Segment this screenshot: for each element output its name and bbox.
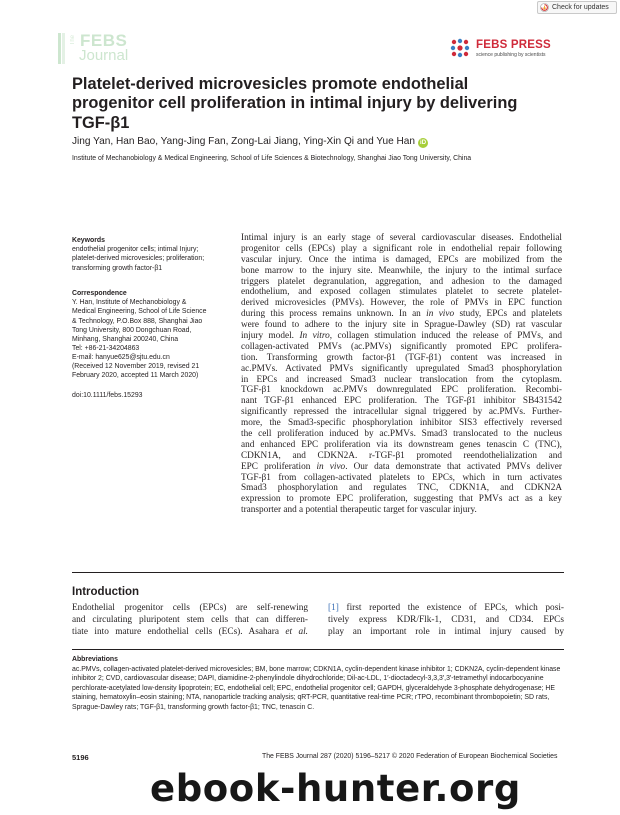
- correspondence-line: Minhang, Shanghai 200240, China: [72, 336, 179, 344]
- abstract-line: progenitor cells (EPCs) play a significant role in endothelial repair following: [241, 243, 562, 254]
- intro-line: tively express KDR/Flk-1, CD31, and CD34. EPCs: [328, 615, 564, 626]
- correspondence-line: Medical Engineering, School of Life Science: [72, 308, 207, 316]
- email-link[interactable]: E-mail: hanyue625@sjtu.edu.cn: [72, 354, 170, 362]
- abstract-line: vascular injury. Once the intima is damaged, EPCs are mobilized from the: [241, 254, 562, 265]
- doi-link[interactable]: doi:10.1111/febs.15293: [72, 392, 143, 399]
- abstract-line: significantly repressed the intracellular signal triggered by ac.PMVs. Further-: [241, 407, 562, 418]
- correspondence-block: [72, 289, 222, 363]
- abstract-line: were found to adhere to the injury site in Sprague-Dawley (SD) rat vascular: [241, 320, 562, 331]
- abstract-line: and enhanced EPC proliferation via its downstream genes tenascin C (TNC),: [241, 439, 562, 450]
- febs-journal-logo: [58, 31, 150, 67]
- correspondence-line: Tong University, 800 Dongchuan Road,: [72, 326, 192, 334]
- page-number: 5196: [72, 753, 89, 762]
- journal-logo-journal: Journal: [79, 47, 129, 64]
- abstract: [241, 233, 562, 516]
- title-line: Platelet-derived microvesicles promote endothelial: [72, 75, 469, 93]
- journal-citation: The FEBS Journal 287 (2020) 5196–5217 © 2020 Federation of European Biochemical Societies: [262, 753, 558, 760]
- abstract-line: Smad3 phosphorylation and regulates TNC, CDKN1A, and CDKN2A: [241, 483, 562, 494]
- abstract-line: in EPCs and increased Smad3 nuclear translocation from the cytoplasm.: [241, 374, 562, 385]
- abstract-line: injury model. In vitro, collagen stimulation induced the release of PMVs, and: [241, 331, 562, 342]
- abstract-line: the cell proliferation induced by ac.PMVs. Smad3 translocated to the nucleus: [241, 429, 562, 440]
- febs-press-tagline: science publishing by scientists: [476, 52, 546, 58]
- febs-press-name: FEBS PRESS: [476, 39, 551, 51]
- intro-line: and circulating pluripotent stem cells that can differen-: [72, 615, 308, 626]
- authors-text: Jing Yan, Han Bao, Yang-Jing Fan, Zong-Lai Jiang, Ying-Xin Qi and Yue Han: [72, 136, 416, 147]
- abstract-line: during this process remains unknown. In an in vivo study, EPCs and platelets: [241, 309, 562, 320]
- abstract-line: transporter and a potential therapeutic target for vascular injury.: [241, 505, 477, 516]
- received-dates: [72, 362, 222, 380]
- correspondence-line: Y. Han, Institute of Mechanobiology &: [72, 299, 187, 307]
- abstract-line: tion. Transforming growth factor-β1 (TGF-β1) content was increased in: [241, 352, 562, 363]
- affiliation: Institute of Mechanobiology & Medical Engineering, School of Life Sciences & Biotechnology, Shanghai Jiao Tong University, China: [72, 155, 472, 162]
- abstract-line: derived microvesicles (PMVs). However, the role of PMVs in EPC function: [241, 298, 562, 309]
- check-for-updates-badge[interactable]: [537, 1, 617, 14]
- abstract-line: TGF-β1 knockdown ac.PMVs downregulated EPC proliferation. Recombi-: [241, 385, 562, 396]
- abstract-line: Intimal injury is an early stage of several cardiovascular diseases. Endothelial: [241, 233, 562, 243]
- abstract-line: bone marrow to the injury site. Meanwhile, the injury to the intimal surface: [241, 265, 562, 276]
- abstract-line: nant TGF-β1 enhanced EPC proliferation. The TGF-β1 inhibitor SB431542: [241, 396, 562, 407]
- orcid-icon[interactable]: iD: [420, 140, 427, 146]
- correspondence-line: Tel: +86-21-34204863: [72, 345, 140, 353]
- abstract-line: triggers platelet degranulation, aggregation, and adhesion to the damaged: [241, 276, 562, 287]
- title-line: TGF-β1: [72, 113, 130, 132]
- check-for-updates-label: Check for updates: [552, 4, 609, 11]
- abstract-line: endothelium, and exposed collagen stimulates platelet to secrete platelet-: [241, 287, 562, 298]
- abstract-line: ac.PMVs. Activated PMVs significantly upregulated Smad3 phosphorylation: [241, 363, 562, 374]
- reference-link[interactable]: [1]: [328, 603, 339, 613]
- abstract-line: CDKN1A, and CDKN2A. r-TGF-β1 promoted reendothelialization and: [241, 450, 562, 461]
- journal-logo-the: The: [70, 35, 76, 46]
- intro-line: Endothelial progenitor cells (EPCs) are self-renewing: [72, 603, 308, 613]
- dates-line: February 2020, accepted 11 March 2020): [72, 372, 199, 380]
- abstract-line: expression to promote EPC proliferation, suggesting that PMVs act as a key: [241, 494, 562, 505]
- keywords-line: transforming growth factor-β1: [72, 264, 163, 272]
- intro-line: play an important role in intimal injury caused by: [328, 627, 564, 638]
- abbreviations-text: ac.PMVs, collagen-activated platelet-derived microvesicles; BM, bone marrow; CDKN1A, cyclin-dependent kinase inhibitor 1; CDKN2A, cyclin-dependent kinase inhibitor 2; CVD, cardiovascular disease; DAPI, diamidine-2-phenylindole dihydrochloride; Dil-ac-LDL, 1′-dioctadecyl-3,3,3′,3′-tetramethyl indocarbocyanine perchlorate-acetylated low-density lipoprotein; EC, endothelial cell; EPC, endothelial progenitor cell; GAPDH, glyceraldehyde 3-phosphate dehydrogenase; HE staining, hematoxylin–eosin staining; NTA, nanoparticle tracking analysis; qRT-PCR, quantitative real-time PCR; rTPO, recombinant thrombopoietin; SD rats, Sprague-Dawley rats; TGF-β1, transforming growth factor-β1; TNC, tenascin C.: [72, 666, 561, 711]
- febs-press-logo: [448, 36, 568, 64]
- introduction-left-column: [72, 602, 308, 638]
- intro-line: [328, 602, 564, 614]
- watermark: ebook-hunter.org: [150, 767, 521, 810]
- introduction-heading: Introduction: [72, 586, 140, 598]
- abstract-line: collagen-activated PMVs (ac.PMVs) significantly promoted EPC prolifera-: [241, 341, 562, 352]
- footnote-divider: [72, 649, 564, 650]
- update-icon: [540, 3, 549, 12]
- abbreviations-heading: Abbreviations: [72, 656, 118, 663]
- correspondence-line: & Technology, P.O.Box 888, Shanghai Jiao: [72, 317, 203, 325]
- keywords-line: platelet-derived microvesicles; proliferation;: [72, 255, 205, 263]
- intro-line-text: first reported the existence of EPCs, which posi-: [346, 603, 564, 613]
- author-list: [72, 136, 428, 148]
- section-divider: [72, 572, 564, 573]
- abstract-line: EPC proliferation in vivo. Our data demonstrate that activated PMVs deliver: [241, 461, 562, 472]
- abstract-line: more, the Smad3-specific phosphorylation inhibitor SIS3 effectively reversed: [241, 418, 562, 429]
- keywords-block: [72, 236, 222, 273]
- abstract-line: TGF-β1 from collagen-activated platelets to EPCs, which in turn activates: [241, 472, 562, 483]
- keywords-line: endothelial progenitor cells; intimal Injury;: [72, 246, 199, 254]
- introduction-right-column: [328, 602, 564, 638]
- journal-logo-febs: FEBS: [80, 31, 128, 50]
- intro-line: tiate into mature endothelial cells (ECs). Asahara et al.: [72, 627, 309, 638]
- febs-press-mark-icon: [448, 36, 472, 60]
- keywords-heading: Keywords: [72, 237, 105, 244]
- article-title: [72, 75, 562, 133]
- dates-line: (Received 12 November 2019, revised 21: [72, 363, 200, 370]
- correspondence-heading: Correspondence: [72, 290, 127, 297]
- title-line: progenitor cell proliferation in intimal injury by delivering: [72, 94, 518, 113]
